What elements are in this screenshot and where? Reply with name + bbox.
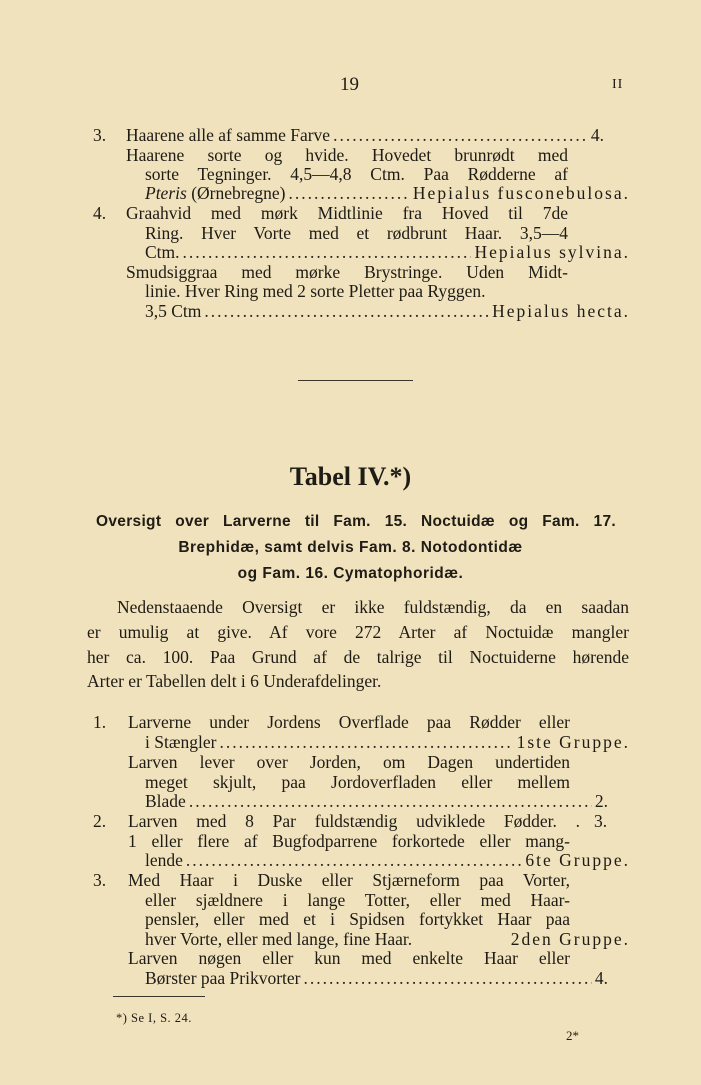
species-name: Hepialus hecta. [492, 301, 630, 321]
key-line: Haarene alle af samme Farve ..... 4. [126, 125, 604, 145]
key-line: linie. Hver Ring med 2 sorte Pletter paa Ryggen. [145, 281, 486, 301]
key-line: meget skjult, paa Jordoverfladen eller mellem [145, 772, 570, 792]
key-line: Haarene sorte og hvide. Hovedet brunrødt med [126, 145, 568, 165]
key-line: 3,5 Ctm ..... Hepialus hecta. [145, 301, 630, 321]
key-line: Blade ..... 2. [145, 791, 608, 811]
subtitle-line: Oversigt over Larverne til Fam. 15. Noctuidæ og Fam. 17. [96, 513, 616, 530]
intro-line: Nedenstaaende Oversigt er ikke fuldstændig, da en saadan [117, 597, 629, 617]
intro-line: her ca. 100. Paa Grund af de talrige til Noctuiderne hørende [87, 647, 629, 667]
key-reference: 3. [594, 811, 608, 831]
subtitle-line: Brephidæ, samt delvis Fam. 8. Notodontidæ [178, 539, 523, 556]
species-name: Hepialus fusconebulosa. [412, 183, 630, 203]
key-line: Larven med 8 Par fuldstændig udviklede Fødder. . [128, 811, 580, 831]
signature-mark: 2* [566, 1028, 579, 1043]
key-line: Larven nøgen eller kun med enkelte Haar eller [128, 948, 570, 968]
entry-number: 4. [93, 203, 107, 223]
section-divider [298, 380, 413, 381]
table-title: Tabel IV.*) [289, 462, 412, 491]
key-line: Ctm. ..... Hepialus sylvina. [145, 242, 630, 262]
key-line: Graahvid med mørk Midtlinie fra Hoved til 7de [126, 203, 568, 223]
page-number: 19 [340, 74, 359, 95]
footnote: *) Se I, S. 24. [116, 1011, 192, 1025]
key-line: Med Haar i Duske eller Stjærneform paa Vorter, [128, 870, 570, 890]
key-line: Børster paa Prikvorter ..... 4. [145, 968, 608, 988]
group-label: 2den Gruppe. [510, 929, 630, 949]
key-line: pensler, eller med et i Spidsen fortykket Haar paa [145, 909, 570, 929]
entry-number: 2. [93, 811, 107, 831]
sheet-number: II [612, 77, 624, 92]
species-name: Hepialus sylvina. [474, 242, 630, 262]
group-label: 6te Gruppe. [525, 850, 630, 870]
key-line: Larverne under Jordens Overflade paa Rødder eller [128, 712, 570, 732]
key-line: Larven lever over Jorden, om Dagen undertiden [128, 752, 570, 772]
key-line: Pteris (Ørnebregne) ..... Hepialus fusconebulosa. [145, 183, 630, 203]
footnote-rule [113, 996, 205, 997]
entry-number: 3. [93, 870, 107, 890]
group-label: 1ste Gruppe. [516, 732, 630, 752]
intro-line: Arter er Tabellen delt i 6 Underafdelinger. [87, 671, 382, 691]
intro-line: er umulig at give. Af vore 272 Arter af Noctuidæ mangler [87, 622, 629, 642]
subtitle-line: og Fam. 16. Cymatophoridæ. [237, 565, 464, 582]
key-line: eller sjældnere i lange Totter, eller med Haar- [145, 890, 570, 910]
key-line: Ring. Hver Vorte med et rødbrunt Haar. 3,5—4 [145, 223, 568, 243]
entry-number: 3. [93, 125, 107, 145]
key-line: 1 eller flere af Bugfodparrene forkortede eller mang- [128, 831, 570, 851]
key-line: i Stængler ..... 1ste Gruppe. [145, 732, 630, 752]
key-line: hver Vorte, eller med lange, fine Haar. 2den Gruppe. [145, 929, 630, 949]
entry-number: 1. [93, 712, 107, 732]
key-line: lende ..... 6te Gruppe. [145, 850, 630, 870]
key-line: Smudsiggraa med mørke Brystringe. Uden Midt- [126, 262, 568, 282]
key-line: sorte Tegninger. 4,5—4,8 Ctm. Paa Rødderne af [145, 164, 568, 184]
